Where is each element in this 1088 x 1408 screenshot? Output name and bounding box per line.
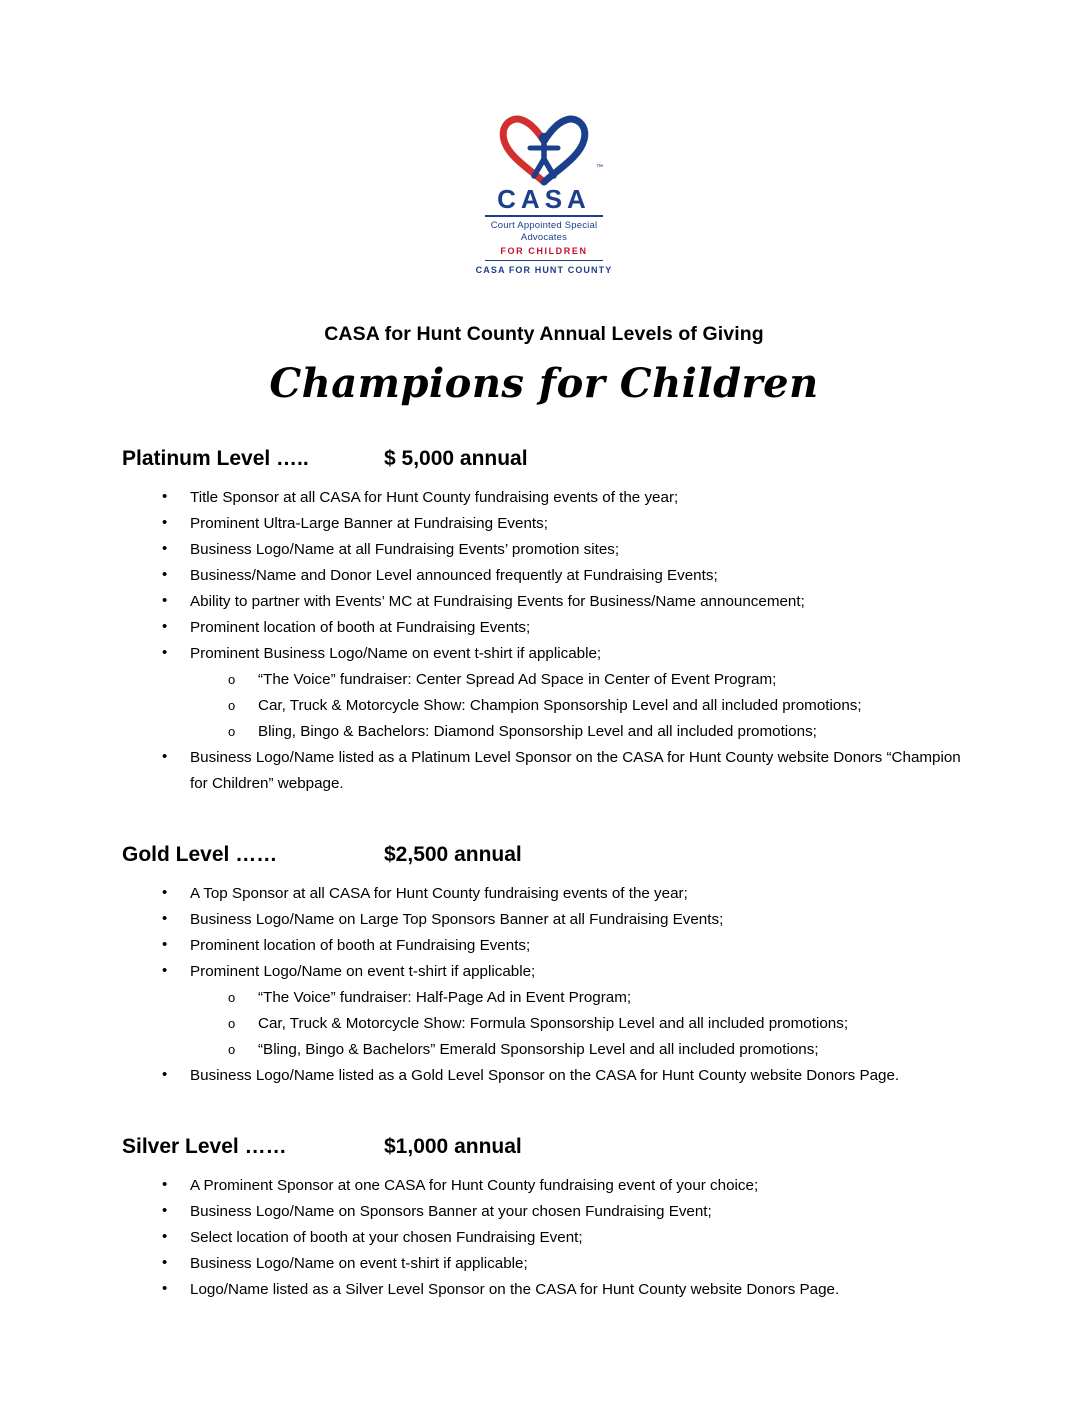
document-title: Champions for Children: [269, 359, 819, 407]
level-name: Platinum Level …..: [122, 446, 309, 470]
level-heading: [122, 1135, 968, 1159]
logo-county: CASA FOR HUNT COUNTY: [475, 264, 613, 275]
section-platinum: [0, 447, 1088, 797]
list-item: • Ability to partner with Events’ MC at Fundraising Events for Business/Name announcement;: [122, 589, 968, 615]
level-heading: [122, 447, 968, 471]
list-item: • Prominent Logo/Name on event t-shirt if applicable;: [122, 959, 968, 985]
sub-list-item: o Car, Truck & Motorcycle Show: Formula Sponsorship Level and all included promotions;: [122, 1011, 968, 1037]
list-item: • Business Logo/Name on event t-shirt if applicable;: [122, 1251, 968, 1277]
list-item: • Business Logo/Name on Sponsors Banner at your chosen Fundraising Event;: [122, 1199, 968, 1225]
level-name: Gold Level ……: [122, 842, 278, 866]
logo-divider-2: [485, 260, 603, 261]
list-item: • Select location of booth at your chosen Fundraising Event;: [122, 1225, 968, 1251]
level-amount: $ 5,000 annual: [384, 446, 528, 470]
logo-divider: [485, 215, 603, 217]
section-gold: [0, 843, 1088, 1089]
document-subtitle: CASA for Hunt County Annual Levels of Giving: [324, 322, 764, 345]
casa-logo: [469, 112, 619, 275]
level-amount: $2,500 annual: [384, 842, 522, 866]
list-item: • Business Logo/Name listed as a Platinum Level Sponsor on the CASA for Hunt County website Donors “Champion for Children” webpage.: [122, 745, 968, 797]
level-name: Silver Level ……: [122, 1134, 287, 1158]
list-item: • Business/Name and Donor Level announced frequently at Fundraising Events;: [122, 563, 968, 589]
casa-heart-figure-icon: [469, 112, 619, 184]
level-heading: [122, 843, 968, 867]
list-item: • Prominent Business Logo/Name on event t-shirt if applicable;: [122, 641, 968, 667]
list-item: • Business Logo/Name listed as a Gold Level Sponsor on the CASA for Hunt County website Donors Page.: [122, 1063, 968, 1089]
sub-list-item: o “Bling, Bingo & Bachelors” Emerald Sponsorship Level and all included promotions;: [122, 1037, 968, 1063]
sub-list-item: o Car, Truck & Motorcycle Show: Champion Sponsorship Level and all included promotions;: [122, 693, 968, 719]
list-item: • Prominent Ultra-Large Banner at Fundraising Events;: [122, 511, 968, 537]
list-item: • Business Logo/Name at all Fundraising Events’ promotion sites;: [122, 537, 968, 563]
benefit-list: [122, 485, 968, 797]
section-silver: [0, 1135, 1088, 1303]
level-amount: $1,000 annual: [384, 1134, 522, 1158]
logo-tagline: Court Appointed Special Advocates: [490, 220, 598, 243]
sub-list-item: o “The Voice” fundraiser: Center Spread Ad Space in Center of Event Program;: [122, 667, 968, 693]
logo-block: [0, 0, 1088, 275]
sub-list-item: o Bling, Bingo & Bachelors: Diamond Sponsorship Level and all included promotions;: [122, 719, 968, 745]
list-item: • Prominent location of booth at Fundraising Events;: [122, 615, 968, 641]
logo-acronym: CASA: [497, 184, 591, 214]
list-item: • Prominent location of booth at Fundraising Events;: [122, 933, 968, 959]
sub-list-item: o “The Voice” fundraiser: Half-Page Ad in Event Program;: [122, 985, 968, 1011]
list-item: • A Top Sponsor at all CASA for Hunt County fundraising events of the year;: [122, 881, 968, 907]
trademark-symbol: ™: [596, 164, 603, 171]
list-item: • Business Logo/Name on Large Top Sponsors Banner at all Fundraising Events;: [122, 907, 968, 933]
list-item: • Logo/Name listed as a Silver Level Sponsor on the CASA for Hunt County website Donors Page.: [122, 1277, 968, 1303]
list-item: • A Prominent Sponsor at one CASA for Hunt County fundraising event of your choice;: [122, 1173, 968, 1199]
list-item: • Title Sponsor at all CASA for Hunt County fundraising events of the year;: [122, 485, 968, 511]
logo-for-children: FOR CHILDREN: [500, 245, 588, 256]
benefit-list: [122, 1173, 968, 1303]
benefit-list: [122, 881, 968, 1089]
